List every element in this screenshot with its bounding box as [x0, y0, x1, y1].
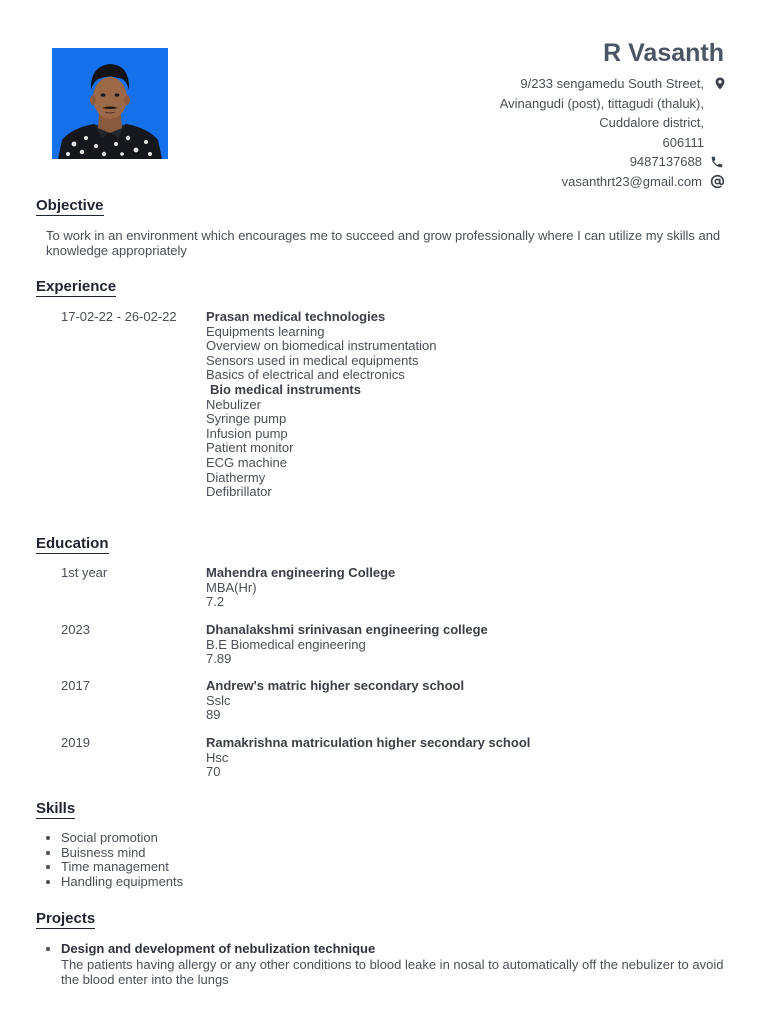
experience-item: Basics of electrical and electronics [206, 367, 405, 383]
skill-item: • Handling equipments [61, 875, 183, 890]
project-description: The patients having allergy or any other conditions to blood leake in nosal to automatically off the nebulizer to avoid the blood enter into the lungs [61, 956, 724, 987]
experience-item: Defibrillator [206, 484, 272, 500]
education-school: Mahendra engineering College [206, 565, 396, 580]
education-school: Ramakrishna matriculation higher secondary school [206, 735, 531, 750]
education-year: 2017 [61, 678, 90, 693]
education-score: 7.89 [206, 651, 232, 667]
skills-heading: Skills [36, 800, 76, 817]
at-sign-icon [708, 172, 726, 192]
experience-item: Equipments learning [206, 323, 325, 339]
skills-list [43, 831, 183, 889]
education-heading: Education [36, 535, 109, 552]
project-item [61, 942, 731, 987]
skill-item: • Buisness mind [61, 846, 183, 861]
skill-item: • Social promotion [61, 831, 183, 846]
objective-text: To work in an environment which encourages me to succeed and grow professionally where I can utilize my skills and knowledge appropriately [46, 228, 721, 258]
phone-row [306, 152, 726, 172]
location-pin-icon [714, 74, 726, 94]
objective-heading: Objective [36, 197, 104, 214]
education-school: Dhanalakshmi srinivasan engineering college [206, 622, 488, 637]
projects-list [43, 942, 731, 987]
address-block [306, 74, 726, 152]
email-row [306, 172, 726, 192]
address-line: Avinangudi (post), tittagudi (thaluk), [499, 95, 704, 111]
education-degree: B.E Biomedical engineering [206, 636, 366, 652]
education-year: 2023 [61, 622, 90, 637]
education-degree: Hsc [206, 749, 229, 765]
experience-item: Sensors used in medical equipments [206, 352, 419, 368]
experience-item: Infusion pump [206, 425, 288, 441]
experience-item: ECG machine [206, 454, 287, 470]
phone-number[interactable]: 9487137688 [629, 154, 702, 169]
profile-photo-figure [52, 48, 168, 159]
experience-item: Nebulizer [206, 396, 261, 412]
skill-item: • Time management [61, 860, 183, 875]
education-entry [61, 623, 488, 667]
education-degree: Sslc [206, 692, 231, 708]
education-entry [61, 566, 395, 610]
projects-heading: Projects [36, 910, 96, 927]
education-year: 1st year [61, 565, 108, 580]
email-address[interactable]: vasanthrt23@gmail.com [561, 173, 702, 189]
education-school: Andrew's matric higher secondary school [206, 678, 465, 693]
education-score: 89 [206, 707, 221, 723]
resume-header [306, 38, 726, 191]
experience-company: Prasan medical technologies [206, 309, 386, 324]
education-entry [61, 679, 464, 723]
candidate-name: R Vasanth [603, 39, 724, 67]
profile-photo [52, 48, 168, 159]
address-line: Cuddalore district, [599, 115, 704, 130]
phone-icon [708, 152, 726, 172]
experience-entry [61, 310, 437, 500]
education-year: 2019 [61, 735, 90, 750]
experience-item: Patient monitor [206, 440, 294, 456]
education-degree: MBA(Hr) [206, 579, 257, 595]
address-line: 606111 [662, 134, 704, 150]
experience-date: 17-02-22 - 26-02-22 [61, 309, 177, 324]
experience-heading: Experience [36, 278, 117, 295]
education-score: 70 [206, 764, 221, 780]
address-line: 9/233 sengamedu South Street, [520, 76, 704, 91]
experience-item: Overview on biomedical instrumentation [206, 338, 437, 354]
experience-item: Diathermy [206, 469, 266, 485]
education-score: 7.2 [206, 594, 225, 610]
project-name: • Design and development of nebulization technique [61, 941, 376, 956]
experience-item: Syringe pump [206, 411, 287, 427]
experience-subheading: Bio medical instruments [210, 381, 361, 397]
education-entry [61, 736, 530, 780]
